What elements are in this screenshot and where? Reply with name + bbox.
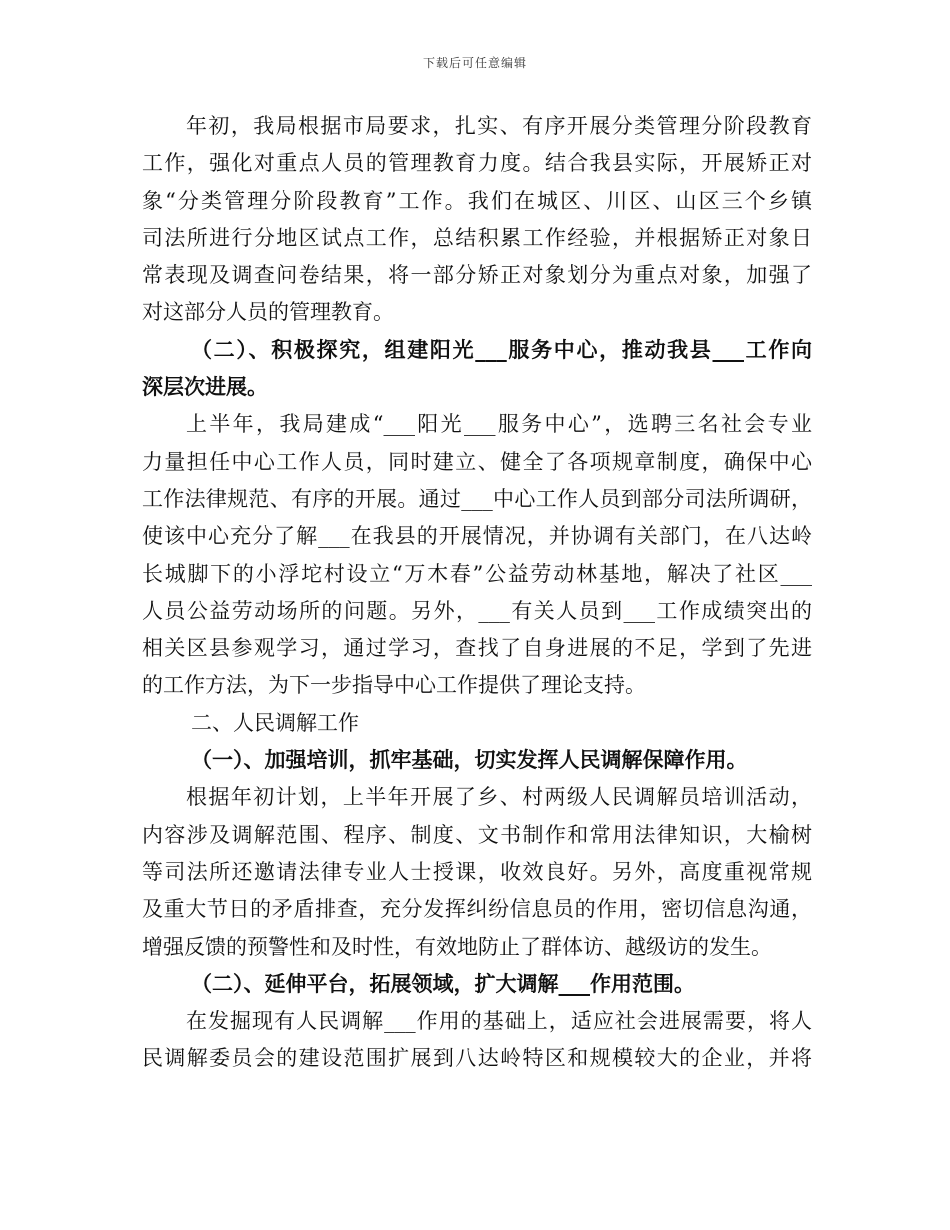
text-line: 在发掘现有人民调解___作用的基础上，适应社会进展需要，将人	[186, 1009, 812, 1034]
text-line: 使该中心充分了解___在我县的开展情况，并协调有关部门，在八达岭	[142, 524, 812, 549]
section-heading: 深层次进展。	[142, 375, 268, 400]
text-line: 长城脚下的小浮坨村设立“万木春”公益劳动林基地，解决了社区___	[142, 561, 812, 586]
text-line: 根据年初计划，上半年开展了乡、村两级人民调解员培训活动，	[186, 785, 812, 810]
document-body	[142, 108, 812, 1078]
text-line: 工作，强化对重点人员的管理教育力度。结合我县实际，开展矫正对	[142, 151, 812, 176]
page-header: 下载后可任意编辑	[422, 56, 527, 70]
text-line: 及重大节日的矛盾排查，充分发挥纠纷信息员的作用，密切信息沟通，	[142, 897, 812, 922]
section-heading: （一）、加强培训，抓牢基础，切实发挥人民调解保障作用。	[191, 748, 748, 773]
text-line: 上半年，我局建成“___阳光___服务中心”，选聘三名社会专业	[186, 412, 812, 437]
text-line: 等司法所还邀请法律专业人士授课，收效良好。另外，高度重视常规	[142, 859, 812, 884]
text-line: 工作法律规范、有序的开展。通过___中心工作人员到部分司法所调研，	[142, 486, 812, 511]
text-line: 年初，我局根据市局要求，扎实、有序开展分类管理分阶段教育	[186, 114, 812, 138]
text-line: 人员公益劳动场所的问题。另外，___有关人员到___工作成绩突出的	[142, 598, 812, 623]
text-line: 象“分类管理分阶段教育”工作。我们在城区、川区、山区三个乡镇	[142, 188, 812, 213]
text-line: 民调解委员会的建设范围扩展到八达岭特区和规模较大的企业，并将	[142, 1046, 812, 1071]
text-line: 司法所进行分地区试点工作，总结积累工作经验，并根据矫正对象日	[142, 225, 812, 250]
text-line: 增强反馈的预警性和及时性，有效地防止了群体访、越级访的发生。	[142, 934, 772, 959]
text-line: 的工作方法，为下一步指导中心工作提供了理论支持。	[142, 673, 646, 698]
section-heading: （二）、延伸平台，拓展领域，扩大调解___作用范围。	[191, 971, 695, 996]
text-line: 相关区县参观学习，通过学习，查找了自身进展的不足，学到了先进	[142, 636, 812, 661]
text-line: 对这部分人员的管理教育。	[142, 300, 394, 325]
text-line: 常表现及调查问卷结果，将一部分矫正对象划分为重点对象，加强了	[142, 263, 812, 288]
section-title: 二、人民调解工作	[191, 710, 359, 735]
text-line: 内容涉及调解范围、程序、制度、文书制作和常用法律知识，大榆树	[142, 822, 812, 847]
text-line: 力量担任中心工作人员，同时建立、健全了各项规章制度，确保中心	[142, 449, 812, 474]
section-heading: （二）、积极探究，组建阳光___服务中心，推动我县___工作向	[191, 337, 812, 362]
